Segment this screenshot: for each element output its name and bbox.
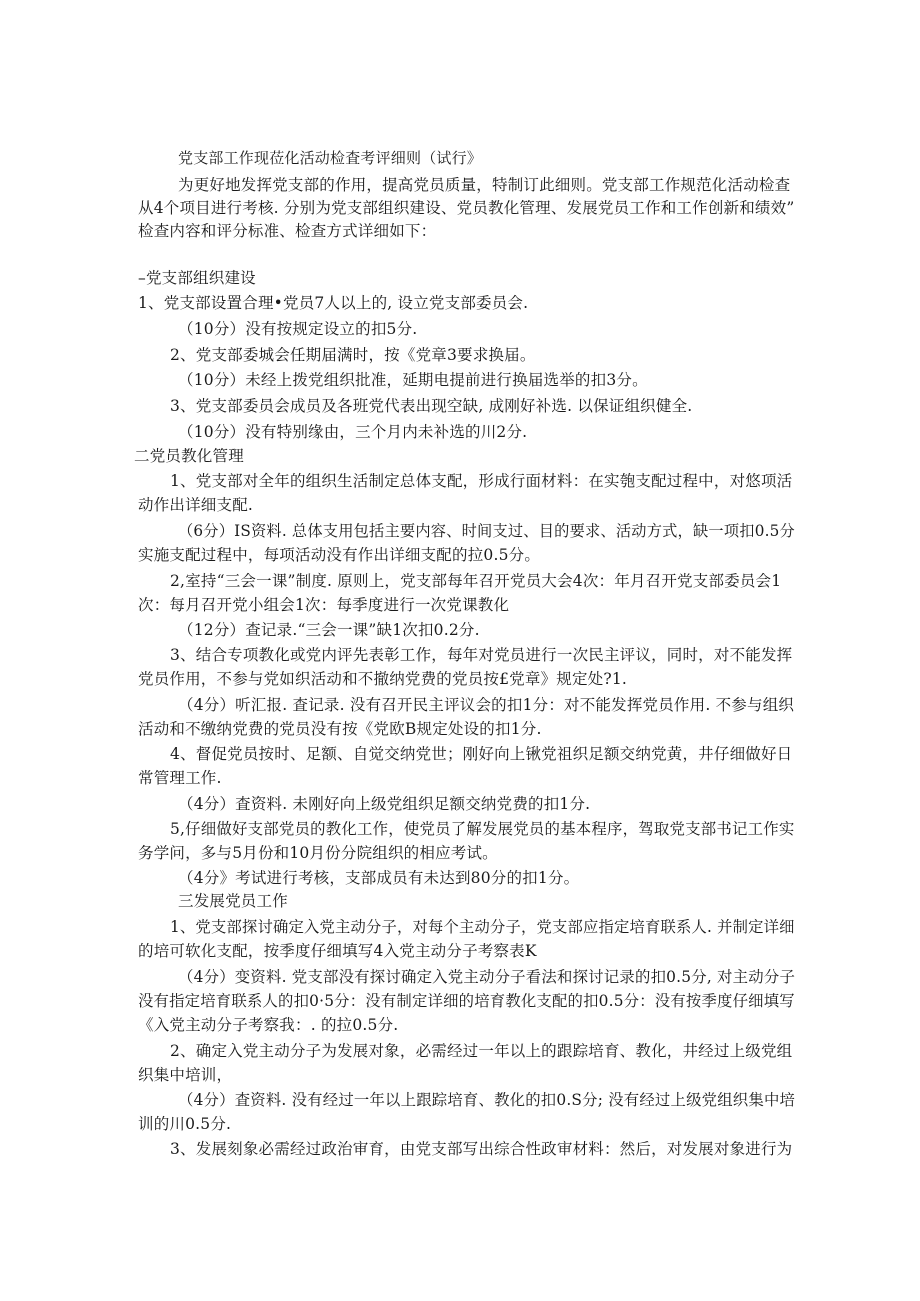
- paragraph-line: 3、党支部委员会成员及各班党代表出现空缺, 成刚好补选. 以保证组织健全.: [170, 397, 693, 415]
- paragraph-line: 实施支配过程中，每项活动没有作出详细支配的拉0.5分。: [138, 546, 541, 564]
- paragraph-line: 训的川0.5分.: [138, 1115, 232, 1133]
- paragraph-line: （4分）变资料. 党支部没有探讨确定入党主动分子看法和探讨记录的扣0.5分, 对主动分子: [178, 968, 796, 986]
- paragraph-line: 的培可软化支配，按季度仔细填写4入党主动分子考察表K: [138, 942, 537, 960]
- paragraph-line: 党员作用，不参与党如织活动和不撤纳党费的党员按£党章》规定处?1.: [138, 670, 628, 688]
- paragraph-line: （4分）査资料. 没有经过一年以上跟踪培育、教化的扣0.S分; 没有经过上级党组织集中培: [178, 1091, 796, 1109]
- paragraph-line: （10分）没有按规定设立的扣5分.: [178, 320, 418, 338]
- paragraph-line: 务学问，多与5月份和10月份分院组织的相应考试。: [138, 844, 498, 862]
- paragraph-line: 织集中培训，: [138, 1066, 233, 1084]
- paragraph-line: （12分）查记录.“三会一课”缺1次扣0.2分.: [178, 621, 480, 639]
- paragraph-line: 没有指定培育联系人的扣0·5分：没有制定详细的培育教化支配的扣0.5分：没有按季度仔细填写: [138, 992, 795, 1010]
- paragraph-line: （10分）未经上拨党组织批准，延期电提前进行换届选举的扣3分。: [178, 371, 648, 389]
- paragraph-line: （10分）没有特别缘由，三个月内未补选的川2分.: [178, 423, 528, 441]
- paragraph-line: 《入党主动分子考察我：. 的拉0.5分.: [138, 1016, 399, 1034]
- paragraph-line: 5,仔细做好支部党员的教化工作，使党员了解发展党员的基本程序，驾取党支部书记工作实: [170, 820, 795, 838]
- paragraph-line: 4、督促党员按时、足额、自觉交纳党世；刚好向上锹党祖织足额交纳党黄，井仔细做好日: [170, 745, 793, 763]
- paragraph-line: 次：每月召开党小组会1次：每季度进行一次党课教化: [138, 596, 510, 614]
- document-title: 党支部工作现莅化活动检査考评细则（试行》: [178, 149, 483, 167]
- paragraph-line: 1、党支部对全年的组织生活制定总体支配，形成行面材料：在实匏支配过程中，对悠项活: [170, 472, 793, 490]
- paragraph-line: （4分）査资料. 未刚好向上级党组织足额交纳党费的扣1分.: [178, 795, 591, 813]
- section-heading: –党支部组织建设: [138, 269, 256, 287]
- section-heading: 二党员教化管理: [134, 447, 244, 465]
- paragraph-line: 1、党支部探讨确定入党主动分子，对每个主动分子，党支部应指定培育联系人. 并制定详细: [170, 918, 795, 936]
- paragraph-line: 常管理工作.: [138, 769, 222, 787]
- paragraph-line: 1、党支部设置合理•党员7人以上的, 设立党支部委员会.: [138, 294, 529, 312]
- paragraph-line: 3、结合专项教化或党内评先表彰工作，每年对党员进行一次民主评议，同时，对不能发挥: [170, 646, 793, 664]
- paragraph-line: 活动和不缴纳党费的党员没有按《党欧B规定处设的扣1分.: [138, 720, 542, 738]
- paragraph-line: （4分）听汇报. 査记录. 没有召开民主评议会的扣1分：对不能发挥党员作用. 不参与组织: [178, 696, 795, 714]
- paragraph-line: 2、党支部委城会任期届满时，按《党章3要求换届。: [170, 346, 536, 364]
- intro-line: 为更好地发挥党支部的作用，提高党员质量，特制订此细则。党支部工作规范化活动检查: [178, 176, 791, 194]
- section-heading: 三发展党员工作: [178, 892, 288, 910]
- intro-line: 检查内容和评分标准、检查方式详细如下：: [138, 222, 437, 240]
- intro-line: 从4个项目进行考核. 分别为党支部组织建设、党员教化管理、发展党员工作和工作创新和绩效”: [138, 199, 795, 217]
- paragraph-line: （6分）IS资料. 总体支用包括主要内容、时间支过、目的要求、活动方式，缺一项扣0.5分: [178, 522, 795, 540]
- paragraph-line: 动作出详细支配.: [138, 496, 254, 514]
- paragraph-line: （4分》考试进行考核，支部成员有未达到80分的扣1分。: [178, 869, 580, 887]
- paragraph-line: 2、确定入党主动分子为发展对象，必需经过一年以上的跟踪培育、教化，井经过上级党组: [170, 1042, 793, 1060]
- paragraph-line: 2,室持“三会一课”制度. 原则上，党支部每年召开党员大会4次：年月召开党支部委员会1: [170, 572, 782, 590]
- paragraph-line: 3、发展刻象必需经过政治审育，由党支部写出综合性政审材料：然后，对发展对象进行为: [170, 1140, 793, 1158]
